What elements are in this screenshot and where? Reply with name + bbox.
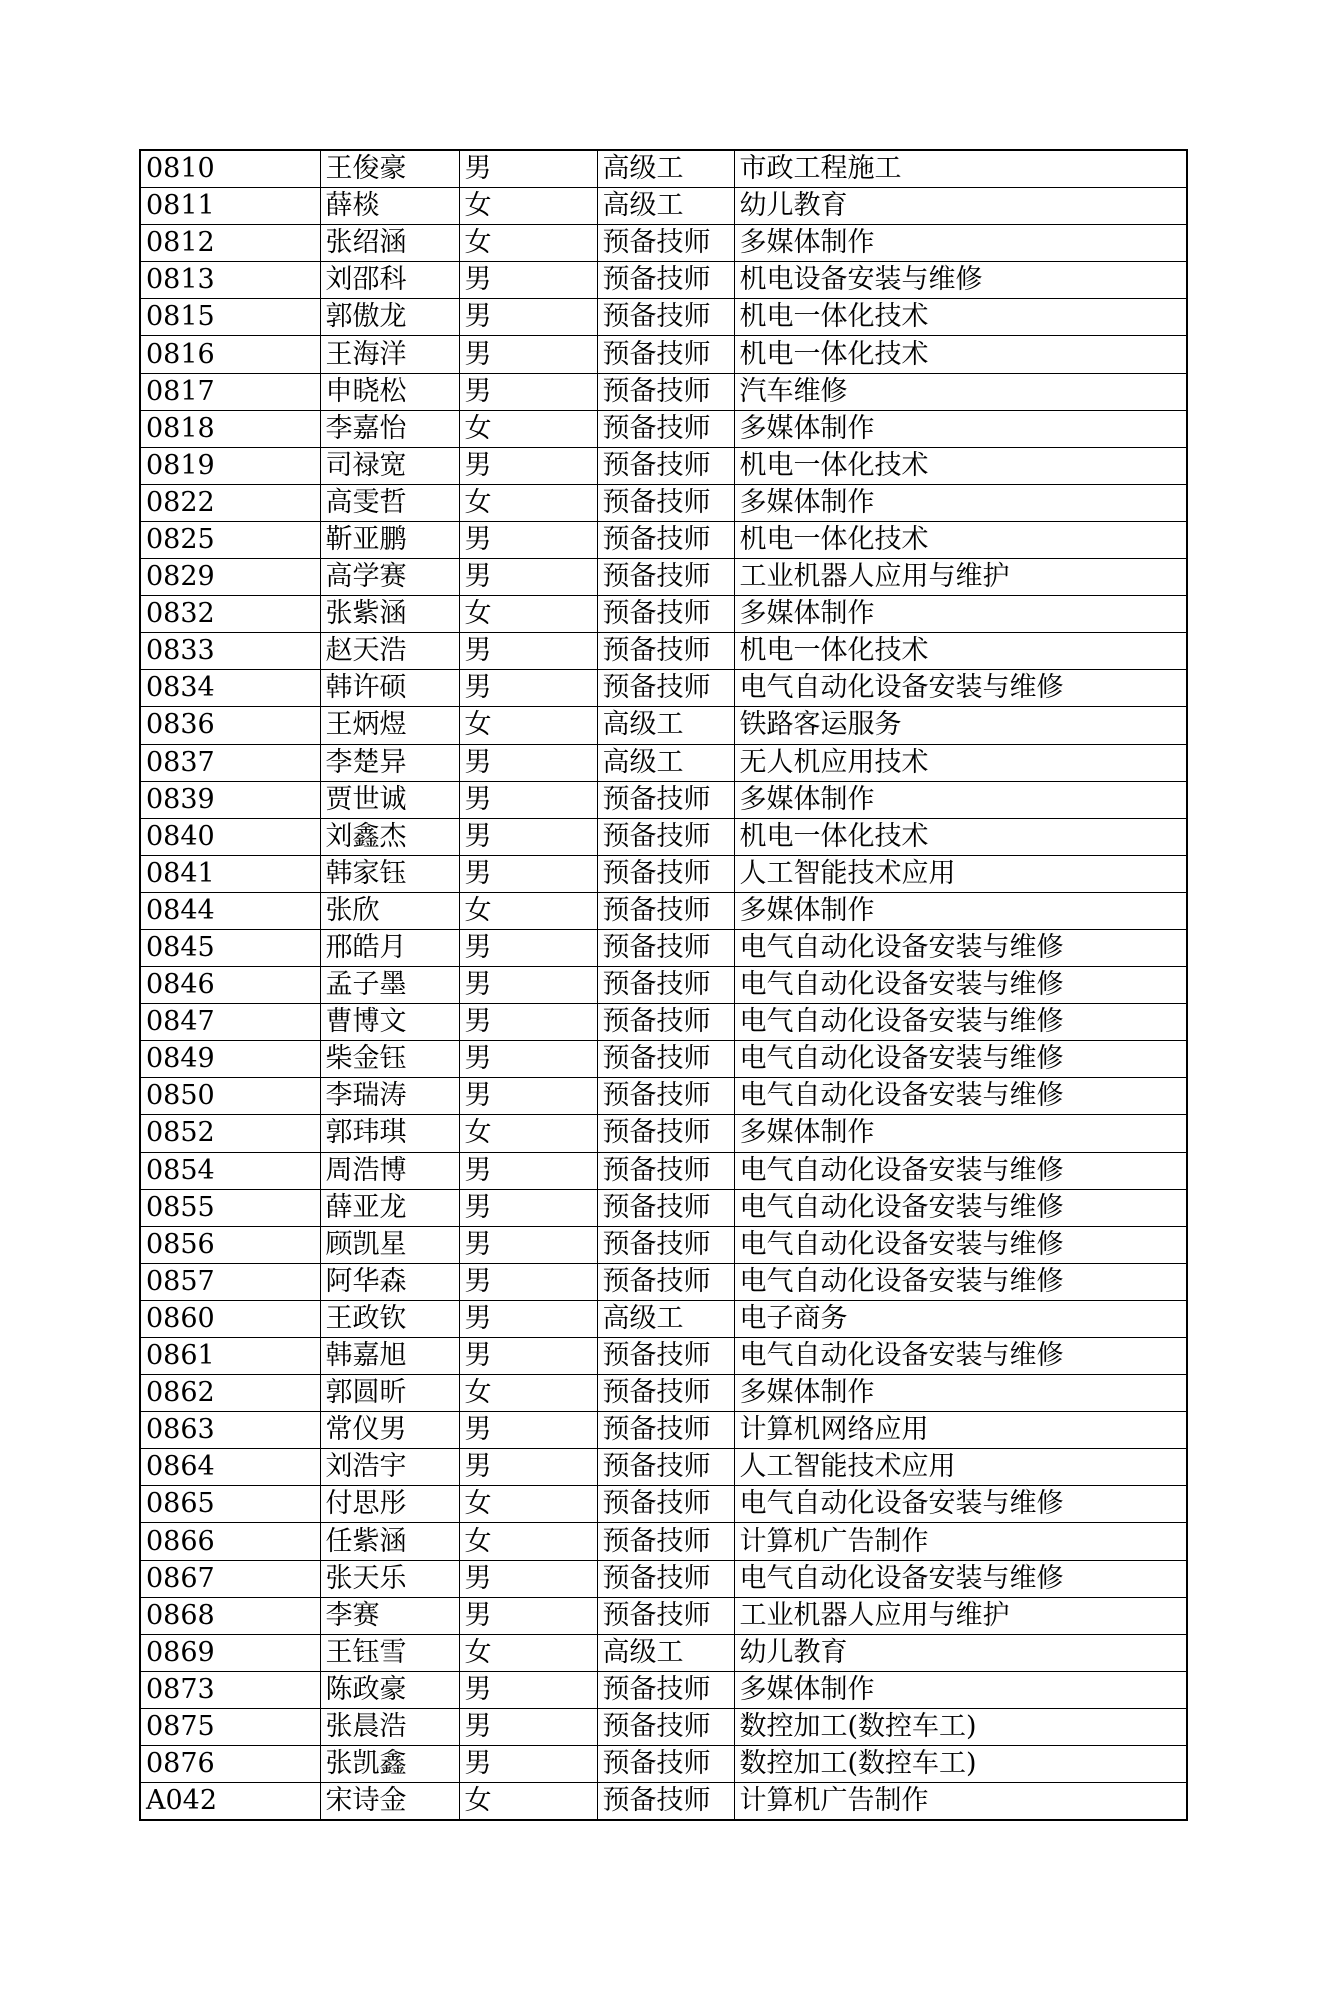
table-row: [140, 892, 1187, 929]
level-cell: 预备技师: [597, 410, 734, 447]
level-cell: 预备技师: [597, 1078, 734, 1115]
major-cell: 多媒体制作: [734, 781, 1187, 818]
name-cell: 李嘉怡: [320, 410, 459, 447]
id-cell: 0854: [140, 1152, 320, 1189]
id-cell: 0817: [140, 373, 320, 410]
gender-cell: 女: [459, 707, 597, 744]
id-cell: 0856: [140, 1226, 320, 1263]
name-cell: 曹博文: [320, 1004, 459, 1041]
id-cell: 0829: [140, 559, 320, 596]
name-cell: 任紫涵: [320, 1523, 459, 1560]
level-cell: 高级工: [597, 188, 734, 225]
major-cell: 电气自动化设备安装与维修: [734, 1152, 1187, 1189]
major-cell: 电气自动化设备安装与维修: [734, 1486, 1187, 1523]
level-cell: 预备技师: [597, 484, 734, 521]
name-cell: 刘邵科: [320, 262, 459, 299]
level-cell: 预备技师: [597, 1041, 734, 1078]
id-cell: 0869: [140, 1634, 320, 1671]
table-row: [140, 1004, 1187, 1041]
id-cell: 0875: [140, 1708, 320, 1745]
id-cell: 0873: [140, 1671, 320, 1708]
major-cell: 电气自动化设备安装与维修: [734, 1041, 1187, 1078]
gender-cell: 男: [459, 1189, 597, 1226]
gender-cell: 男: [459, 1152, 597, 1189]
name-cell: 王海洋: [320, 336, 459, 373]
name-cell: 郭傲龙: [320, 299, 459, 336]
gender-cell: 男: [459, 818, 597, 855]
table-row: [140, 447, 1187, 484]
gender-cell: 男: [459, 521, 597, 558]
major-cell: 多媒体制作: [734, 1375, 1187, 1412]
major-cell: 多媒体制作: [734, 892, 1187, 929]
id-cell: 0840: [140, 818, 320, 855]
major-cell: 多媒体制作: [734, 484, 1187, 521]
id-cell: 0844: [140, 892, 320, 929]
id-cell: 0845: [140, 929, 320, 966]
name-cell: 申晓松: [320, 373, 459, 410]
name-cell: 郭玮琪: [320, 1115, 459, 1152]
name-cell: 常仪男: [320, 1412, 459, 1449]
level-cell: 预备技师: [597, 929, 734, 966]
name-cell: 周浩博: [320, 1152, 459, 1189]
id-cell: 0841: [140, 855, 320, 892]
name-cell: 薛亚龙: [320, 1189, 459, 1226]
table-row: [140, 818, 1187, 855]
name-cell: 张凯鑫: [320, 1746, 459, 1783]
name-cell: 邢皓月: [320, 929, 459, 966]
gender-cell: 男: [459, 1449, 597, 1486]
level-cell: 预备技师: [597, 892, 734, 929]
roster-table: [139, 149, 1188, 1821]
level-cell: 预备技师: [597, 1708, 734, 1745]
name-cell: 孟子墨: [320, 967, 459, 1004]
id-cell: 0839: [140, 781, 320, 818]
table-row: [140, 559, 1187, 596]
id-cell: 0857: [140, 1263, 320, 1300]
major-cell: 机电设备安装与维修: [734, 262, 1187, 299]
level-cell: 预备技师: [597, 1560, 734, 1597]
table-row: [140, 1783, 1187, 1821]
table-row: [140, 1189, 1187, 1226]
name-cell: 王俊豪: [320, 150, 459, 188]
gender-cell: 男: [459, 855, 597, 892]
major-cell: 机电一体化技术: [734, 818, 1187, 855]
major-cell: 市政工程施工: [734, 150, 1187, 188]
id-cell: 0861: [140, 1338, 320, 1375]
level-cell: 预备技师: [597, 967, 734, 1004]
id-cell: 0833: [140, 633, 320, 670]
major-cell: 计算机网络应用: [734, 1412, 1187, 1449]
name-cell: 张天乐: [320, 1560, 459, 1597]
major-cell: 数控加工(数控车工): [734, 1746, 1187, 1783]
gender-cell: 女: [459, 1115, 597, 1152]
table-row: [140, 1300, 1187, 1337]
gender-cell: 女: [459, 892, 597, 929]
table-row: [140, 1449, 1187, 1486]
table-row: [140, 1263, 1187, 1300]
name-cell: 贾世诚: [320, 781, 459, 818]
level-cell: 预备技师: [597, 1597, 734, 1634]
id-cell: 0865: [140, 1486, 320, 1523]
level-cell: 预备技师: [597, 262, 734, 299]
name-cell: 张欣: [320, 892, 459, 929]
gender-cell: 男: [459, 633, 597, 670]
level-cell: 预备技师: [597, 1115, 734, 1152]
level-cell: 预备技师: [597, 633, 734, 670]
gender-cell: 男: [459, 336, 597, 373]
gender-cell: 男: [459, 670, 597, 707]
table-row: [140, 1486, 1187, 1523]
major-cell: 机电一体化技术: [734, 521, 1187, 558]
name-cell: 李赛: [320, 1597, 459, 1634]
level-cell: 预备技师: [597, 1746, 734, 1783]
level-cell: 预备技师: [597, 225, 734, 262]
major-cell: 电气自动化设备安装与维修: [734, 1004, 1187, 1041]
id-cell: 0852: [140, 1115, 320, 1152]
gender-cell: 女: [459, 1523, 597, 1560]
table-row: [140, 744, 1187, 781]
name-cell: 郭圆昕: [320, 1375, 459, 1412]
name-cell: 顾凯星: [320, 1226, 459, 1263]
name-cell: 付思彤: [320, 1486, 459, 1523]
level-cell: 高级工: [597, 1300, 734, 1337]
name-cell: 靳亚鹏: [320, 521, 459, 558]
name-cell: 张绍涵: [320, 225, 459, 262]
major-cell: 电气自动化设备安装与维修: [734, 670, 1187, 707]
table-row: [140, 336, 1187, 373]
level-cell: 预备技师: [597, 1671, 734, 1708]
major-cell: 汽车维修: [734, 373, 1187, 410]
table-row: [140, 781, 1187, 818]
name-cell: 司禄宽: [320, 447, 459, 484]
level-cell: 预备技师: [597, 1263, 734, 1300]
major-cell: 幼儿教育: [734, 188, 1187, 225]
table-row: [140, 1115, 1187, 1152]
level-cell: 预备技师: [597, 447, 734, 484]
major-cell: 幼儿教育: [734, 1634, 1187, 1671]
table-row: [140, 967, 1187, 1004]
level-cell: 预备技师: [597, 596, 734, 633]
roster-table-body: [140, 150, 1187, 1820]
major-cell: 计算机广告制作: [734, 1523, 1187, 1560]
id-cell: 0846: [140, 967, 320, 1004]
gender-cell: 女: [459, 1783, 597, 1821]
table-row: [140, 596, 1187, 633]
name-cell: 刘鑫杰: [320, 818, 459, 855]
level-cell: 预备技师: [597, 336, 734, 373]
level-cell: 预备技师: [597, 1338, 734, 1375]
id-cell: 0822: [140, 484, 320, 521]
gender-cell: 女: [459, 1634, 597, 1671]
level-cell: 预备技师: [597, 1412, 734, 1449]
gender-cell: 女: [459, 1486, 597, 1523]
gender-cell: 男: [459, 1560, 597, 1597]
major-cell: 电气自动化设备安装与维修: [734, 1560, 1187, 1597]
gender-cell: 男: [459, 967, 597, 1004]
id-cell: 0863: [140, 1412, 320, 1449]
major-cell: 电子商务: [734, 1300, 1187, 1337]
level-cell: 预备技师: [597, 1523, 734, 1560]
major-cell: 数控加工(数控车工): [734, 1708, 1187, 1745]
major-cell: 机电一体化技术: [734, 336, 1187, 373]
table-row: [140, 1041, 1187, 1078]
name-cell: 陈政豪: [320, 1671, 459, 1708]
id-cell: 0837: [140, 744, 320, 781]
id-cell: 0812: [140, 225, 320, 262]
major-cell: 多媒体制作: [734, 1115, 1187, 1152]
level-cell: 预备技师: [597, 670, 734, 707]
name-cell: 韩嘉旭: [320, 1338, 459, 1375]
level-cell: 预备技师: [597, 781, 734, 818]
table-row: [140, 1226, 1187, 1263]
id-cell: 0868: [140, 1597, 320, 1634]
level-cell: 高级工: [597, 744, 734, 781]
name-cell: 高学赛: [320, 559, 459, 596]
gender-cell: 女: [459, 1375, 597, 1412]
gender-cell: 男: [459, 1226, 597, 1263]
name-cell: 高雯哲: [320, 484, 459, 521]
name-cell: 李瑞涛: [320, 1078, 459, 1115]
major-cell: 工业机器人应用与维护: [734, 559, 1187, 596]
level-cell: 高级工: [597, 150, 734, 188]
table-row: [140, 299, 1187, 336]
table-row: [140, 188, 1187, 225]
id-cell: 0816: [140, 336, 320, 373]
table-row: [140, 1671, 1187, 1708]
gender-cell: 男: [459, 1708, 597, 1745]
table-row: [140, 929, 1187, 966]
name-cell: 阿华森: [320, 1263, 459, 1300]
id-cell: 0810: [140, 150, 320, 188]
id-cell: 0862: [140, 1375, 320, 1412]
table-row: [140, 1523, 1187, 1560]
id-cell: 0867: [140, 1560, 320, 1597]
gender-cell: 男: [459, 262, 597, 299]
gender-cell: 男: [459, 150, 597, 188]
major-cell: 机电一体化技术: [734, 299, 1187, 336]
level-cell: 预备技师: [597, 1004, 734, 1041]
major-cell: 电气自动化设备安装与维修: [734, 929, 1187, 966]
major-cell: 电气自动化设备安装与维修: [734, 1189, 1187, 1226]
table-row: [140, 1375, 1187, 1412]
id-cell: 0836: [140, 707, 320, 744]
major-cell: 多媒体制作: [734, 410, 1187, 447]
table-row: [140, 1152, 1187, 1189]
major-cell: 电气自动化设备安装与维修: [734, 1226, 1187, 1263]
gender-cell: 男: [459, 1671, 597, 1708]
gender-cell: 男: [459, 373, 597, 410]
major-cell: 工业机器人应用与维护: [734, 1597, 1187, 1634]
gender-cell: 男: [459, 1338, 597, 1375]
major-cell: 电气自动化设备安装与维修: [734, 1078, 1187, 1115]
major-cell: 电气自动化设备安装与维修: [734, 967, 1187, 1004]
name-cell: 王钰雪: [320, 1634, 459, 1671]
id-cell: 0815: [140, 299, 320, 336]
level-cell: 预备技师: [597, 373, 734, 410]
name-cell: 张晨浩: [320, 1708, 459, 1745]
major-cell: 人工智能技术应用: [734, 1449, 1187, 1486]
table-row: [140, 670, 1187, 707]
level-cell: 高级工: [597, 1634, 734, 1671]
name-cell: 赵天浩: [320, 633, 459, 670]
gender-cell: 男: [459, 1004, 597, 1041]
name-cell: 宋诗金: [320, 1783, 459, 1821]
major-cell: 机电一体化技术: [734, 633, 1187, 670]
id-cell: 0847: [140, 1004, 320, 1041]
gender-cell: 男: [459, 1746, 597, 1783]
id-cell: 0832: [140, 596, 320, 633]
gender-cell: 男: [459, 447, 597, 484]
name-cell: 刘浩宇: [320, 1449, 459, 1486]
id-cell: 0825: [140, 521, 320, 558]
level-cell: 预备技师: [597, 1189, 734, 1226]
id-cell: 0819: [140, 447, 320, 484]
level-cell: 预备技师: [597, 521, 734, 558]
name-cell: 张紫涵: [320, 596, 459, 633]
id-cell: 0876: [140, 1746, 320, 1783]
level-cell: 预备技师: [597, 299, 734, 336]
gender-cell: 女: [459, 188, 597, 225]
table-row: [140, 410, 1187, 447]
id-cell: 0855: [140, 1189, 320, 1226]
id-cell: 0864: [140, 1449, 320, 1486]
name-cell: 李楚异: [320, 744, 459, 781]
level-cell: 预备技师: [597, 1152, 734, 1189]
table-row: [140, 707, 1187, 744]
gender-cell: 女: [459, 410, 597, 447]
level-cell: 预备技师: [597, 1226, 734, 1263]
name-cell: 韩许硕: [320, 670, 459, 707]
id-cell: A042: [140, 1783, 320, 1821]
id-cell: 0813: [140, 262, 320, 299]
table-row: [140, 1634, 1187, 1671]
table-row: [140, 1412, 1187, 1449]
table-row: [140, 225, 1187, 262]
level-cell: 预备技师: [597, 1783, 734, 1821]
level-cell: 预备技师: [597, 1375, 734, 1412]
table-row: [140, 373, 1187, 410]
major-cell: 铁路客运服务: [734, 707, 1187, 744]
major-cell: 无人机应用技术: [734, 744, 1187, 781]
gender-cell: 女: [459, 596, 597, 633]
table-row: [140, 150, 1187, 188]
id-cell: 0860: [140, 1300, 320, 1337]
major-cell: 计算机广告制作: [734, 1783, 1187, 1821]
table-row: [140, 262, 1187, 299]
major-cell: 多媒体制作: [734, 596, 1187, 633]
level-cell: 预备技师: [597, 855, 734, 892]
id-cell: 0818: [140, 410, 320, 447]
table-row: [140, 1746, 1187, 1783]
gender-cell: 男: [459, 299, 597, 336]
gender-cell: 男: [459, 1041, 597, 1078]
table-row: [140, 1560, 1187, 1597]
gender-cell: 男: [459, 1263, 597, 1300]
gender-cell: 女: [459, 484, 597, 521]
level-cell: 高级工: [597, 707, 734, 744]
level-cell: 预备技师: [597, 1449, 734, 1486]
id-cell: 0866: [140, 1523, 320, 1560]
gender-cell: 男: [459, 744, 597, 781]
id-cell: 0850: [140, 1078, 320, 1115]
name-cell: 王政钦: [320, 1300, 459, 1337]
major-cell: 机电一体化技术: [734, 447, 1187, 484]
major-cell: 多媒体制作: [734, 225, 1187, 262]
id-cell: 0834: [140, 670, 320, 707]
table-row: [140, 1338, 1187, 1375]
gender-cell: 男: [459, 1300, 597, 1337]
gender-cell: 男: [459, 1078, 597, 1115]
level-cell: 预备技师: [597, 559, 734, 596]
gender-cell: 女: [459, 225, 597, 262]
gender-cell: 男: [459, 1412, 597, 1449]
name-cell: 王炳煜: [320, 707, 459, 744]
major-cell: 多媒体制作: [734, 1671, 1187, 1708]
name-cell: 韩家钰: [320, 855, 459, 892]
major-cell: 电气自动化设备安装与维修: [734, 1338, 1187, 1375]
level-cell: 预备技师: [597, 1486, 734, 1523]
major-cell: 电气自动化设备安装与维修: [734, 1263, 1187, 1300]
table-row: [140, 633, 1187, 670]
id-cell: 0811: [140, 188, 320, 225]
gender-cell: 男: [459, 559, 597, 596]
table-row: [140, 1078, 1187, 1115]
table-row: [140, 484, 1187, 521]
gender-cell: 男: [459, 1597, 597, 1634]
table-row: [140, 1597, 1187, 1634]
major-cell: 人工智能技术应用: [734, 855, 1187, 892]
name-cell: 柴金钰: [320, 1041, 459, 1078]
table-row: [140, 1708, 1187, 1745]
name-cell: 薛棪: [320, 188, 459, 225]
level-cell: 预备技师: [597, 818, 734, 855]
gender-cell: 男: [459, 781, 597, 818]
table-row: [140, 855, 1187, 892]
table-row: [140, 521, 1187, 558]
id-cell: 0849: [140, 1041, 320, 1078]
gender-cell: 男: [459, 929, 597, 966]
